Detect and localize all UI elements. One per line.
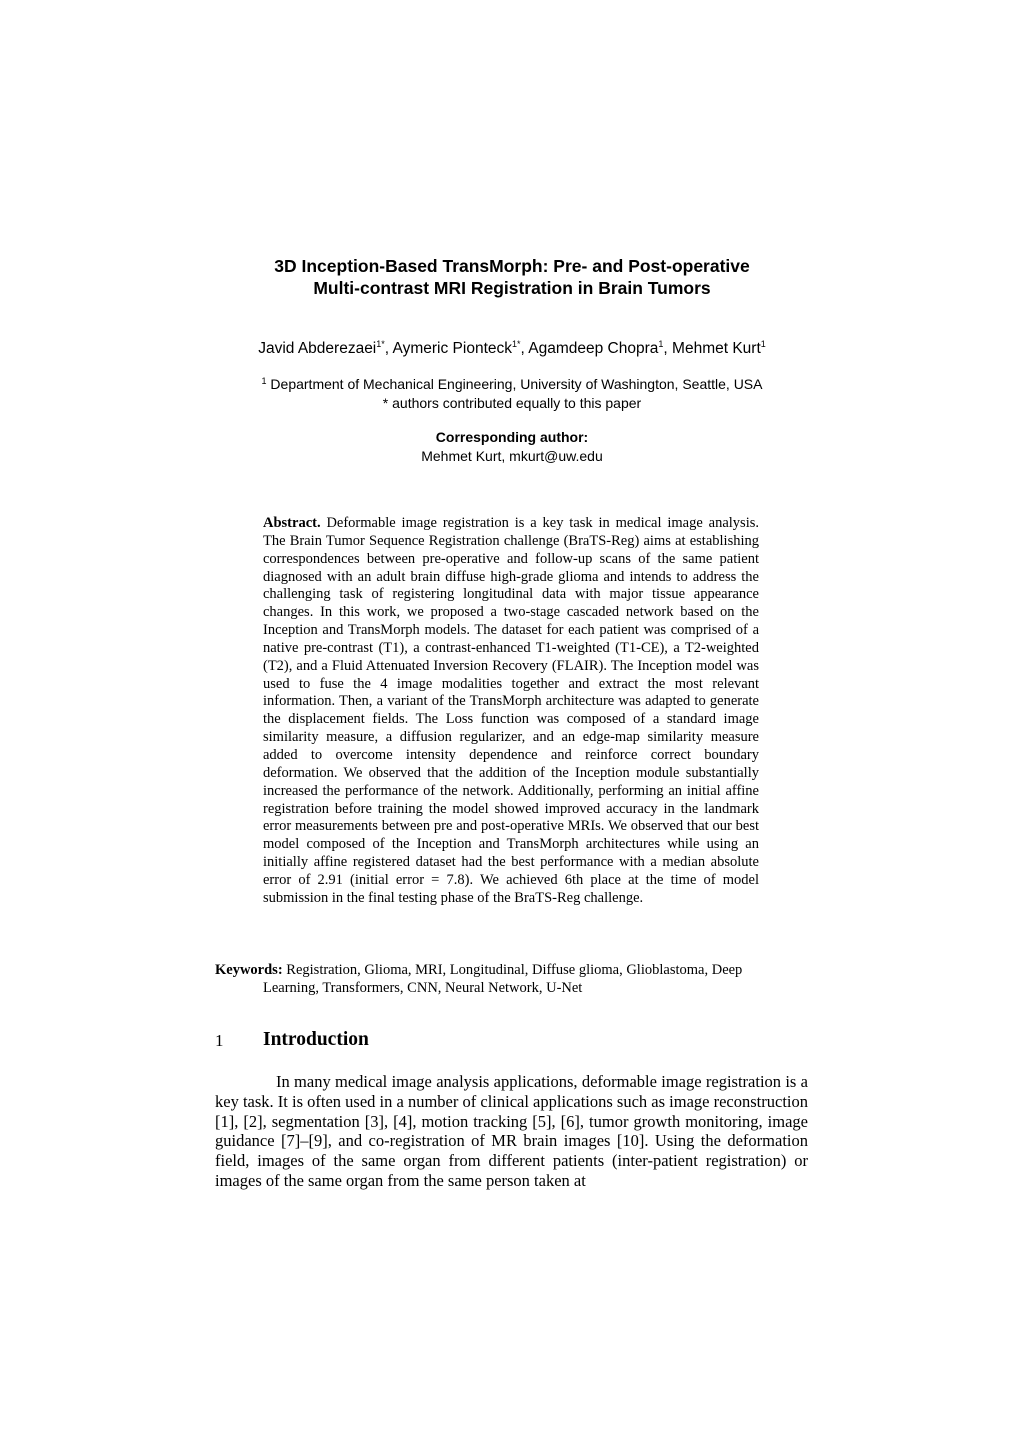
equal-contribution-note: * authors contributed equally to this paper	[382, 394, 642, 411]
author-separator: ,	[384, 340, 393, 357]
author-affiliation-mark: 1*	[376, 339, 385, 349]
author-affiliation-mark: 1	[658, 339, 664, 349]
section-number: 1	[215, 1031, 224, 1050]
author-affiliation-mark: 1*	[512, 339, 521, 349]
author-name: Javid Abderezaei	[258, 340, 377, 357]
affiliation-line	[150, 375, 874, 394]
title-line-1: 3D Inception-Based TransMorph: Pre- and Post-operative	[274, 256, 750, 276]
author-list	[150, 339, 874, 359]
abstract-body: Deformable image registration is a key task in medical image analysis. The Brain Tumor Sequence Registration challenge (BraTS-Reg) aims at establishing correspondences between pre-operative and follow-up scans of the same patient diagnosed with an adult brain diffuse high-grade glioma and intends to address the challenging task of registering longitudinal data with major tissue appearance changes. In this work, we proposed a two-stage cascaded network based on the Inception and TransMorph models. The dataset for each patient was comprised of a native pre-contrast (T1), a contrast-enhanced T1-weighted (T1-CE), a T2-weighted (T2), and a Fluid Attenuated Inversion Recovery (FLAIR). The Inception model was used to fuse the 4 image modalities together and extract the most relevant information. Then, a variant of the TransMorph architecture was adapted to generate the displacement fields. The Loss function was composed of a standard image similarity measure, a diffusion regularizer, and an edge-map similarity measure added to overcome intensity dependence and reinforce correct boundary deformation. We observed that the addition of the Inception module substantially increased the performance of the network. Additionally, performing an initial affine registration before training the model showed improved accuracy in the landmark error measurements between pre and post-operative MRIs. We observed that our best model composed of the Inception and TransMorph architectures while using an initially affine registered dataset had the best performance with a median absolute error of 2.91 (initial error = 7.8). We achieved 6th place at the time of model submission in the final testing phase of the BraTS-Reg challenge.	[263, 515, 759, 906]
abstract-label: Abstract.	[263, 515, 321, 531]
author-affiliation-mark: 1	[760, 339, 766, 349]
title-line-2: Multi-contrast MRI Registration in Brain Tumors	[313, 278, 711, 298]
corresponding-author-label: Corresponding author:	[435, 429, 589, 445]
author-separator: ,	[663, 340, 673, 357]
affiliation-mark: 1	[261, 376, 267, 386]
author-name: Aymeric Pionteck	[392, 340, 512, 357]
affiliation-text: Department of Mechanical Engineering, University of Washington, Seattle, USA	[266, 376, 763, 392]
keywords-list: Registration, Glioma, MRI, Longitudinal, Diffuse glioma, Glioblastoma, Deep Learning, Transformers, CNN, Neural Network, U-Net	[263, 962, 743, 996]
corresponding-author	[150, 428, 874, 465]
author-name: Mehmet Kurt	[672, 340, 761, 357]
affiliations	[150, 375, 874, 412]
author-name: Agamdeep Chopra	[528, 340, 659, 357]
intro-paragraph: In many medical image analysis applications, deformable image registration is a key task. It is often used in a number of clinical applications such as image reconstruction [1], [2], segmentation [3], [4], motion tracking [5], [6], tumor growth monitoring, image guidance [7]–[9], and co-registration of MR brain images [10]. Using the deformation field, images of the same organ from different patients (inter-patient registration) or images of the same organ from the same person taken at	[215, 1072, 808, 1190]
keywords	[215, 961, 759, 997]
section-heading: Introduction	[263, 1029, 369, 1050]
keywords-label: Keywords:	[215, 962, 283, 978]
corresponding-author-contact: Mehmet Kurt, mkurt@uw.edu	[421, 447, 603, 464]
paper-title	[180, 255, 844, 299]
author-separator: ,	[520, 340, 529, 357]
abstract	[263, 515, 759, 908]
